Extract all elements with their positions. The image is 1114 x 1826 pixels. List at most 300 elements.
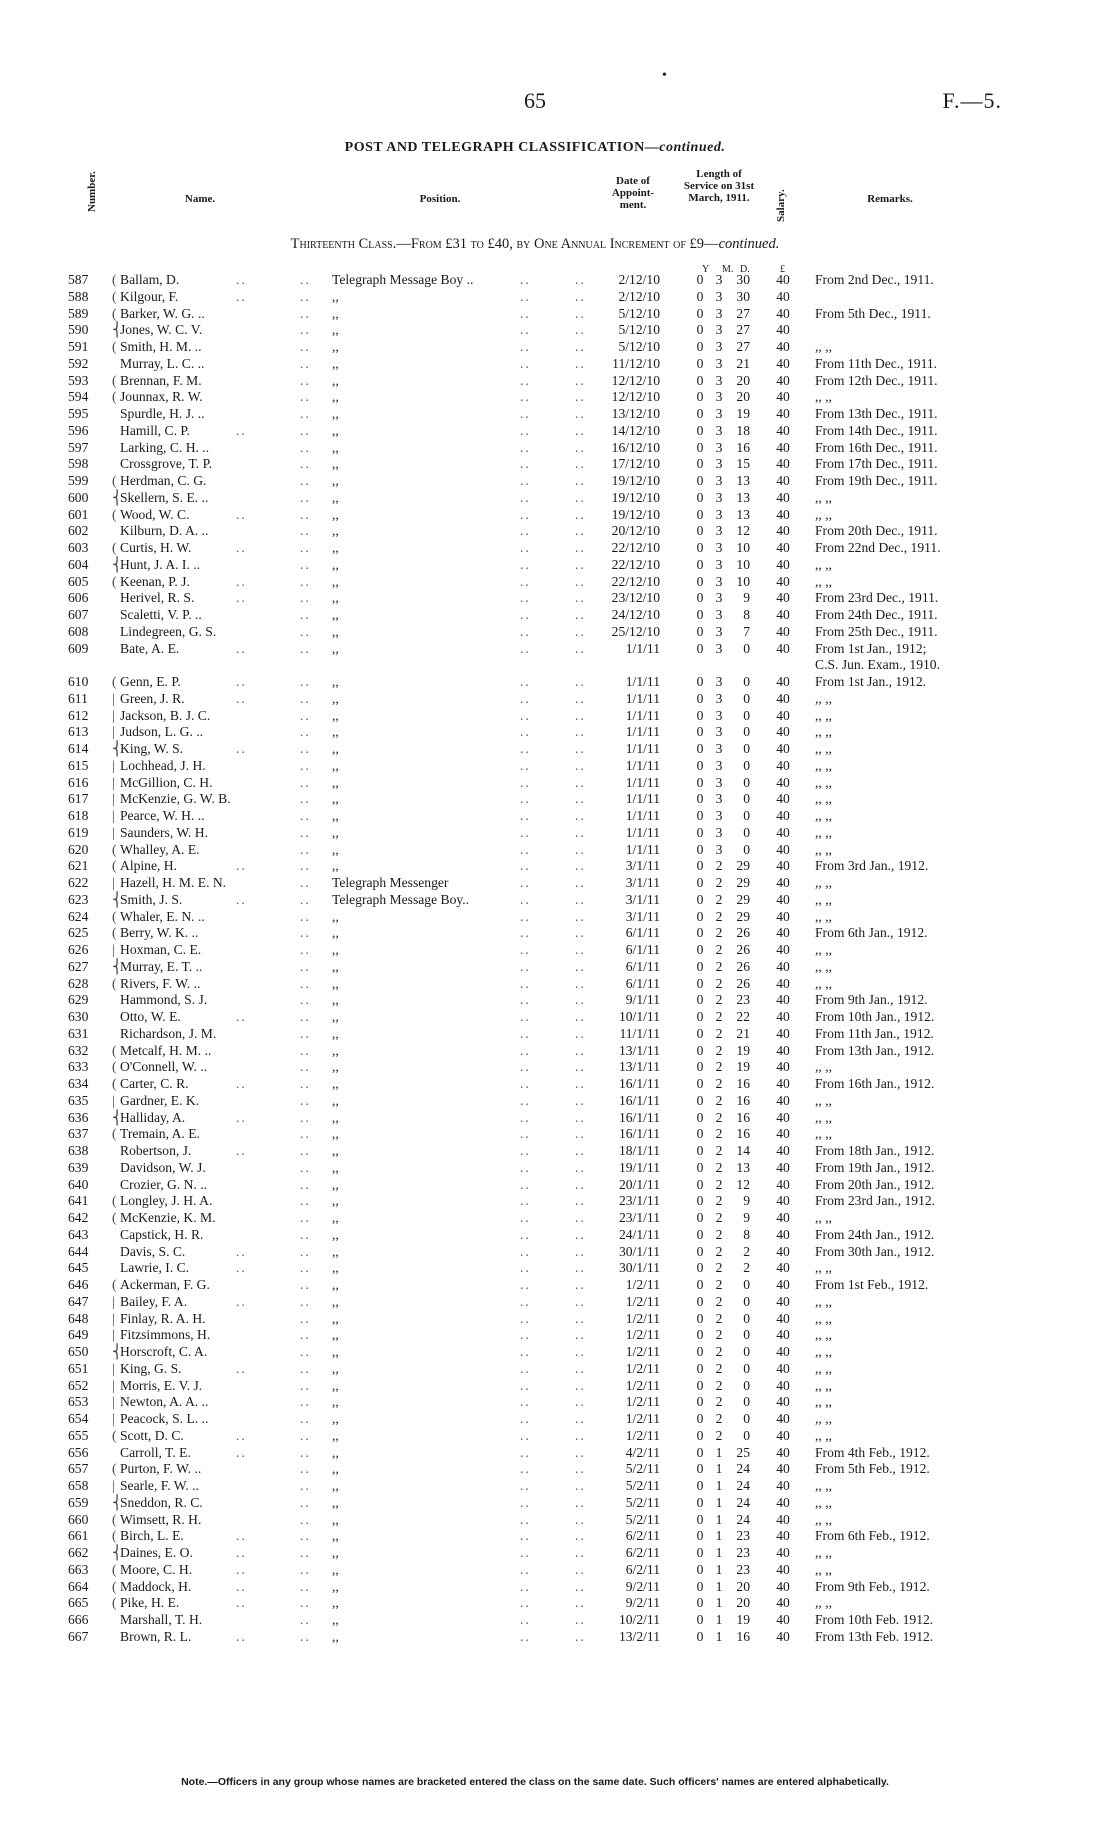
leader-dots: .. [300, 1176, 311, 1192]
salary: 40 [776, 1628, 790, 1644]
position: ,, [332, 1042, 339, 1058]
service-days: 26 [736, 925, 750, 941]
service-days: 0 [743, 724, 750, 740]
leader-dots: .. [575, 1478, 586, 1493]
service-years: 0 [696, 422, 704, 438]
officer-number: 667 [68, 1628, 89, 1644]
group-bracket: ( [112, 925, 117, 941]
leader-dots: .. [300, 908, 311, 924]
position: ,, [332, 1092, 339, 1108]
salary: 40 [776, 975, 790, 991]
remarks: From 25th Dec., 1911. [815, 623, 938, 639]
column-header-number: Number. [86, 171, 98, 212]
leader-dots: .. [520, 674, 531, 689]
service-years: 0 [696, 1092, 704, 1108]
leader-dots: .. [520, 1628, 531, 1644]
officer-number: 618 [68, 808, 89, 823]
service-months: 2 [715, 875, 723, 890]
service-years: 0 [696, 1595, 704, 1611]
table-row [0, 925, 1114, 942]
leader-dots: .. [300, 674, 311, 689]
group-bracket: | [112, 757, 115, 773]
service-years: 0 [696, 674, 704, 689]
class-heading-suffix: continued. [718, 236, 780, 252]
service-months: 3 [715, 305, 723, 321]
table-row [0, 473, 1114, 490]
position: ,, [332, 908, 339, 924]
service-months: 3 [715, 690, 723, 706]
remarks: ,, ,, [815, 1360, 832, 1376]
salary: 40 [776, 1578, 790, 1594]
salary: 40 [776, 1595, 790, 1611]
leader-dots: .. [520, 1528, 531, 1544]
table-row [0, 1244, 1114, 1261]
salary: 40 [776, 1076, 790, 1091]
appointment-date: 1/2/11 [625, 1360, 660, 1376]
appointment-date: 3/1/11 [625, 875, 660, 890]
leader-dots: .. [300, 808, 311, 823]
leader-dots: .. [300, 1310, 311, 1326]
leader-dots: .. [236, 288, 247, 304]
table-row [0, 691, 1114, 708]
leader-dots: .. [575, 690, 586, 706]
column-header-position: Position. [419, 193, 461, 205]
group-bracket: ( [112, 975, 117, 991]
position: ,, [332, 590, 339, 606]
remarks: From 20th Dec., 1911. [815, 523, 938, 539]
leader-dots: .. [300, 1578, 311, 1594]
table-row [0, 272, 1114, 289]
leader-dots: .. [520, 1511, 531, 1527]
position: ,, [332, 841, 339, 857]
remarks: From 1st Jan., 1912. [815, 674, 927, 689]
service-days: 13 [736, 473, 750, 488]
officer-name: Crossgrove, T. P. [120, 456, 213, 472]
leader-dots: .. [575, 355, 586, 371]
service-days: 29 [736, 908, 750, 924]
leader-dots: .. [520, 1444, 531, 1460]
leader-dots: .. [575, 422, 586, 438]
position: ,, [332, 858, 339, 874]
table-row [0, 825, 1114, 842]
position: ,, [332, 925, 339, 941]
group-bracket: ( [112, 339, 117, 354]
remarks: ,, ,, [815, 1427, 832, 1443]
leader-dots: .. [520, 272, 531, 287]
service-years: 0 [696, 741, 704, 756]
service-days: 24 [736, 1511, 750, 1527]
position: ,, [332, 1444, 339, 1460]
service-days: 24 [736, 1478, 750, 1493]
officer-number: 636 [68, 1109, 89, 1125]
officer-number: 613 [68, 724, 89, 740]
officer-number: 599 [68, 473, 89, 488]
service-years: 0 [696, 1411, 704, 1426]
officer-name: Herivel, R. S. [120, 590, 195, 606]
officer-number: 633 [68, 1059, 89, 1075]
service-years: 0 [696, 1494, 704, 1510]
leader-dots: .. [236, 1260, 247, 1276]
table-row [0, 1227, 1114, 1244]
service-months: 2 [715, 1327, 723, 1343]
service-years: 0 [696, 757, 704, 773]
table-row [0, 373, 1114, 390]
officer-number: 597 [68, 439, 89, 455]
service-days: 23 [736, 1545, 750, 1560]
salary: 40 [776, 573, 790, 589]
officer-name: Wood, W. C. [120, 506, 190, 522]
leader-dots: .. [575, 724, 586, 740]
remarks: ,, ,, [815, 824, 832, 840]
group-bracket: ⎨ [112, 489, 123, 505]
leader-dots: .. [300, 1210, 311, 1225]
leader-dots: .. [300, 406, 311, 421]
group-bracket: | [112, 1377, 115, 1393]
leader-dots: .. [300, 1528, 311, 1544]
leader-dots: .. [520, 690, 531, 706]
table-row [0, 976, 1114, 993]
service-days: 29 [736, 891, 750, 907]
service-months: 2 [715, 1025, 723, 1041]
position: ,, [332, 1612, 339, 1627]
remarks: From 16th Jan., 1912. [815, 1076, 935, 1091]
group-bracket: ( [112, 288, 117, 304]
service-months: 1 [715, 1494, 723, 1510]
leader-dots: .. [575, 1243, 586, 1259]
leader-dots: .. [575, 1193, 586, 1209]
officer-number: 593 [68, 372, 89, 388]
leader-dots: .. [575, 1092, 586, 1108]
officer-name: Halliday, A. [120, 1109, 186, 1125]
position: ,, [332, 1143, 339, 1158]
officer-name: Morris, E. V. J. [120, 1377, 203, 1393]
leader-dots: .. [520, 607, 531, 622]
service-months: 2 [715, 1176, 723, 1192]
appointment-date: 16/1/11 [618, 1126, 660, 1142]
leader-dots: .. [575, 1578, 586, 1594]
service-days: 27 [736, 322, 750, 338]
table-row [0, 1478, 1114, 1495]
appointment-date: 10/2/11 [618, 1612, 660, 1627]
service-years: 0 [696, 540, 704, 555]
service-months: 3 [715, 590, 723, 606]
group-bracket: ( [112, 1561, 117, 1577]
table-row [0, 1361, 1114, 1378]
appointment-date: 12/12/10 [611, 389, 660, 405]
position: ,, [332, 1126, 339, 1142]
group-bracket: ( [112, 858, 117, 874]
remarks: ,, ,, [815, 841, 832, 857]
position: ,, [332, 1545, 339, 1560]
leader-dots: .. [520, 1109, 531, 1125]
leader-dots: .. [520, 422, 531, 438]
position: ,, [332, 1293, 339, 1309]
leader-dots: .. [300, 824, 311, 840]
officer-name: Bailey, F. A. [120, 1293, 188, 1309]
service-days: 0 [743, 1360, 750, 1376]
service-months: 3 [715, 372, 723, 388]
salary: 40 [776, 1394, 790, 1410]
leader-dots: .. [520, 556, 531, 572]
table-row [0, 1445, 1114, 1462]
salary: 40 [776, 1159, 790, 1175]
officer-number: 608 [68, 623, 89, 639]
officer-number: 588 [68, 288, 89, 304]
title-suffix: —continued. [644, 140, 726, 155]
table-row [0, 1210, 1114, 1227]
leader-dots: .. [520, 1461, 531, 1477]
leader-dots: .. [575, 1126, 586, 1142]
remarks: From 1st Feb., 1912. [815, 1277, 929, 1292]
salary: 40 [776, 858, 790, 874]
service-months: 3 [715, 322, 723, 338]
officer-name: Hammond, S. J. [120, 992, 208, 1008]
leader-dots: .. [520, 1411, 531, 1426]
leader-dots: .. [575, 1076, 586, 1091]
group-bracket: ( [112, 1126, 117, 1142]
leader-dots: .. [520, 1327, 531, 1343]
leader-dots: .. [520, 1545, 531, 1560]
service-months: 2 [715, 1126, 723, 1142]
service-years: 0 [696, 1277, 704, 1292]
salary: 40 [776, 1226, 790, 1242]
leader-dots: .. [300, 456, 311, 472]
service-days: 18 [736, 422, 750, 438]
salary: 40 [776, 1461, 790, 1477]
leader-dots: .. [236, 573, 247, 589]
leader-dots: .. [520, 1377, 531, 1393]
position: ,, [332, 406, 339, 421]
leader-dots: .. [300, 640, 311, 656]
service-days: 8 [743, 607, 750, 622]
salary: 40 [776, 1025, 790, 1041]
leader-dots: .. [520, 540, 531, 555]
group-bracket: ⎨ [112, 891, 123, 907]
leader-dots: .. [300, 707, 311, 723]
service-months: 1 [715, 1444, 723, 1460]
leader-dots: .. [575, 841, 586, 857]
leader-dots: .. [520, 875, 531, 890]
remarks: ,, ,, [815, 1210, 832, 1225]
appointment-date: 22/12/10 [611, 540, 660, 555]
leader-dots: .. [520, 1344, 531, 1359]
officer-number: 615 [68, 757, 89, 773]
group-bracket: | [112, 707, 115, 723]
officer-name: Jones, W. C. V. [120, 322, 203, 338]
salary: 40 [776, 875, 790, 890]
table-row [0, 1579, 1114, 1596]
table-row [0, 1093, 1114, 1110]
table-row [0, 1294, 1114, 1311]
service-months: 2 [715, 1310, 723, 1326]
officer-name: Larking, C. H. .. [120, 439, 210, 455]
table-row [0, 557, 1114, 574]
leader-dots: .. [236, 1360, 247, 1376]
officer-number: 634 [68, 1076, 89, 1091]
service-days: 29 [736, 875, 750, 890]
table-row [0, 1026, 1114, 1043]
officer-name: Crozier, G. N. .. [120, 1176, 208, 1192]
leader-dots: .. [575, 992, 586, 1008]
leader-dots: .. [575, 439, 586, 455]
salary: 40 [776, 272, 790, 287]
leader-dots: .. [520, 1159, 531, 1175]
leader-dots: .. [300, 305, 311, 321]
table-row [0, 322, 1114, 339]
remarks: ,, ,, [815, 1344, 832, 1359]
leader-dots: .. [300, 540, 311, 555]
service-months: 3 [715, 288, 723, 304]
leader-dots: .. [236, 1243, 247, 1259]
group-bracket: ( [112, 908, 117, 924]
leader-dots: .. [575, 707, 586, 723]
officer-name: Pike, H. E. [120, 1595, 180, 1611]
salary: 40 [776, 992, 790, 1008]
officer-name: Saunders, W. H. [120, 824, 208, 840]
leader-dots: .. [300, 506, 311, 522]
service-years: 0 [696, 724, 704, 740]
salary: 40 [776, 690, 790, 706]
position: ,, [332, 389, 339, 405]
officer-name: Davidson, W. J. [120, 1159, 206, 1175]
service-years: 0 [696, 1612, 704, 1627]
leader-dots: .. [520, 975, 531, 991]
leader-dots: .. [300, 523, 311, 539]
service-years: 0 [696, 556, 704, 572]
leader-dots: .. [236, 1143, 247, 1158]
leader-dots: .. [575, 1595, 586, 1611]
leader-dots: .. [300, 1076, 311, 1091]
remarks: ,, ,, [815, 1092, 832, 1108]
leader-dots: .. [300, 1042, 311, 1058]
service-days: 15 [736, 456, 750, 472]
officer-name: Curtis, H. W. [120, 540, 192, 555]
officer-number: 604 [68, 556, 89, 572]
leader-dots: .. [300, 1126, 311, 1142]
remarks: ,, ,, [815, 741, 832, 756]
service-months: 2 [715, 992, 723, 1008]
service-years: 0 [696, 992, 704, 1008]
position: ,, [332, 1226, 339, 1242]
service-days: 19 [736, 1059, 750, 1075]
position: ,, [332, 1578, 339, 1594]
service-days: 13 [736, 1159, 750, 1175]
appointment-date: 1/1/11 [625, 640, 660, 656]
group-bracket: ( [112, 272, 117, 287]
appointment-date: 5/12/10 [618, 322, 660, 338]
leader-dots: .. [236, 690, 247, 706]
leader-dots: .. [575, 1377, 586, 1393]
appointment-date: 1/2/11 [625, 1293, 660, 1309]
table-row [0, 1378, 1114, 1395]
appointment-date: 13/12/10 [611, 406, 660, 421]
position: ,, [332, 607, 339, 622]
leader-dots: .. [575, 1427, 586, 1443]
remarks: ,, ,, [815, 1310, 832, 1326]
service-days: 26 [736, 942, 750, 957]
table-row [0, 540, 1114, 557]
officer-name: Carter, C. R. [120, 1076, 189, 1091]
remarks: ,, ,, [815, 1561, 832, 1577]
service-months: 1 [715, 1478, 723, 1493]
salary: 40 [776, 473, 790, 488]
remarks: From 5th Feb., 1912. [815, 1461, 930, 1477]
service-days: 0 [743, 741, 750, 756]
officer-number: 631 [68, 1025, 89, 1041]
leader-dots: .. [520, 506, 531, 522]
position: ,, [332, 1461, 339, 1477]
appointment-date: 6/1/11 [625, 958, 660, 974]
appointment-date: 19/12/10 [611, 506, 660, 522]
service-months: 3 [715, 791, 723, 807]
table-row [0, 1545, 1114, 1562]
remarks: From 22nd Dec., 1911. [815, 540, 941, 555]
table-row [0, 808, 1114, 825]
footnote: Note.—Officers in any group whose names are bracketed entered the class on the same date. Such officers' names are entered alphabetically. [181, 1776, 889, 1788]
service-months: 2 [715, 1226, 723, 1242]
service-months: 3 [715, 674, 723, 689]
leader-dots: .. [300, 1494, 311, 1510]
leader-dots: .. [520, 339, 531, 354]
leader-dots: .. [575, 1444, 586, 1460]
officer-name: Herdman, C. G. [120, 473, 207, 488]
service-years: 0 [696, 824, 704, 840]
appointment-date: 6/1/11 [625, 942, 660, 957]
officer-name: Purton, F. W. .. [120, 1461, 202, 1477]
leader-dots: .. [575, 590, 586, 606]
leader-dots: .. [300, 875, 311, 890]
position: ,, [332, 741, 339, 756]
appointment-date: 1/1/11 [625, 791, 660, 807]
service-days: 0 [743, 1293, 750, 1309]
leader-dots: .. [520, 1143, 531, 1158]
salary: 40 [776, 623, 790, 639]
remarks: From 3rd Jan., 1912. [815, 858, 929, 874]
officer-number: 656 [68, 1444, 89, 1460]
salary: 40 [776, 741, 790, 756]
class-heading-text: Thirteenth Class.—From £31 to £40, by One Annual Increment of £9— [290, 236, 719, 252]
service-years: 0 [696, 590, 704, 606]
service-days: 0 [743, 841, 750, 857]
leader-dots: .. [300, 841, 311, 857]
service-years: 0 [696, 1143, 704, 1158]
table-row [0, 1562, 1114, 1579]
leader-dots: .. [520, 1193, 531, 1209]
service-days: 30 [736, 288, 750, 304]
leader-dots: .. [300, 1193, 311, 1209]
officer-name: Judson, L. G. .. [120, 724, 204, 740]
salary: 40 [776, 1042, 790, 1058]
leader-dots: .. [575, 640, 586, 656]
officer-number: 609 [68, 640, 89, 656]
salary: 40 [776, 724, 790, 740]
officer-name: Kilgour, F. [120, 288, 179, 304]
service-years: 0 [696, 875, 704, 890]
remarks: From 6th Feb., 1912. [815, 1528, 930, 1544]
remarks: From 1st Jan., 1912; [815, 640, 927, 656]
group-bracket: | [112, 1411, 115, 1426]
appointment-date: 23/12/10 [611, 590, 660, 606]
service-months: 2 [715, 1193, 723, 1209]
service-years: 0 [696, 1176, 704, 1192]
service-days: 13 [736, 506, 750, 522]
leader-dots: .. [236, 1561, 247, 1577]
leader-dots: .. [300, 288, 311, 304]
service-years: 0 [696, 1427, 704, 1443]
officer-number: 592 [68, 355, 89, 371]
column-header-remarks: Remarks. [867, 193, 913, 205]
leader-dots: .. [575, 305, 586, 321]
